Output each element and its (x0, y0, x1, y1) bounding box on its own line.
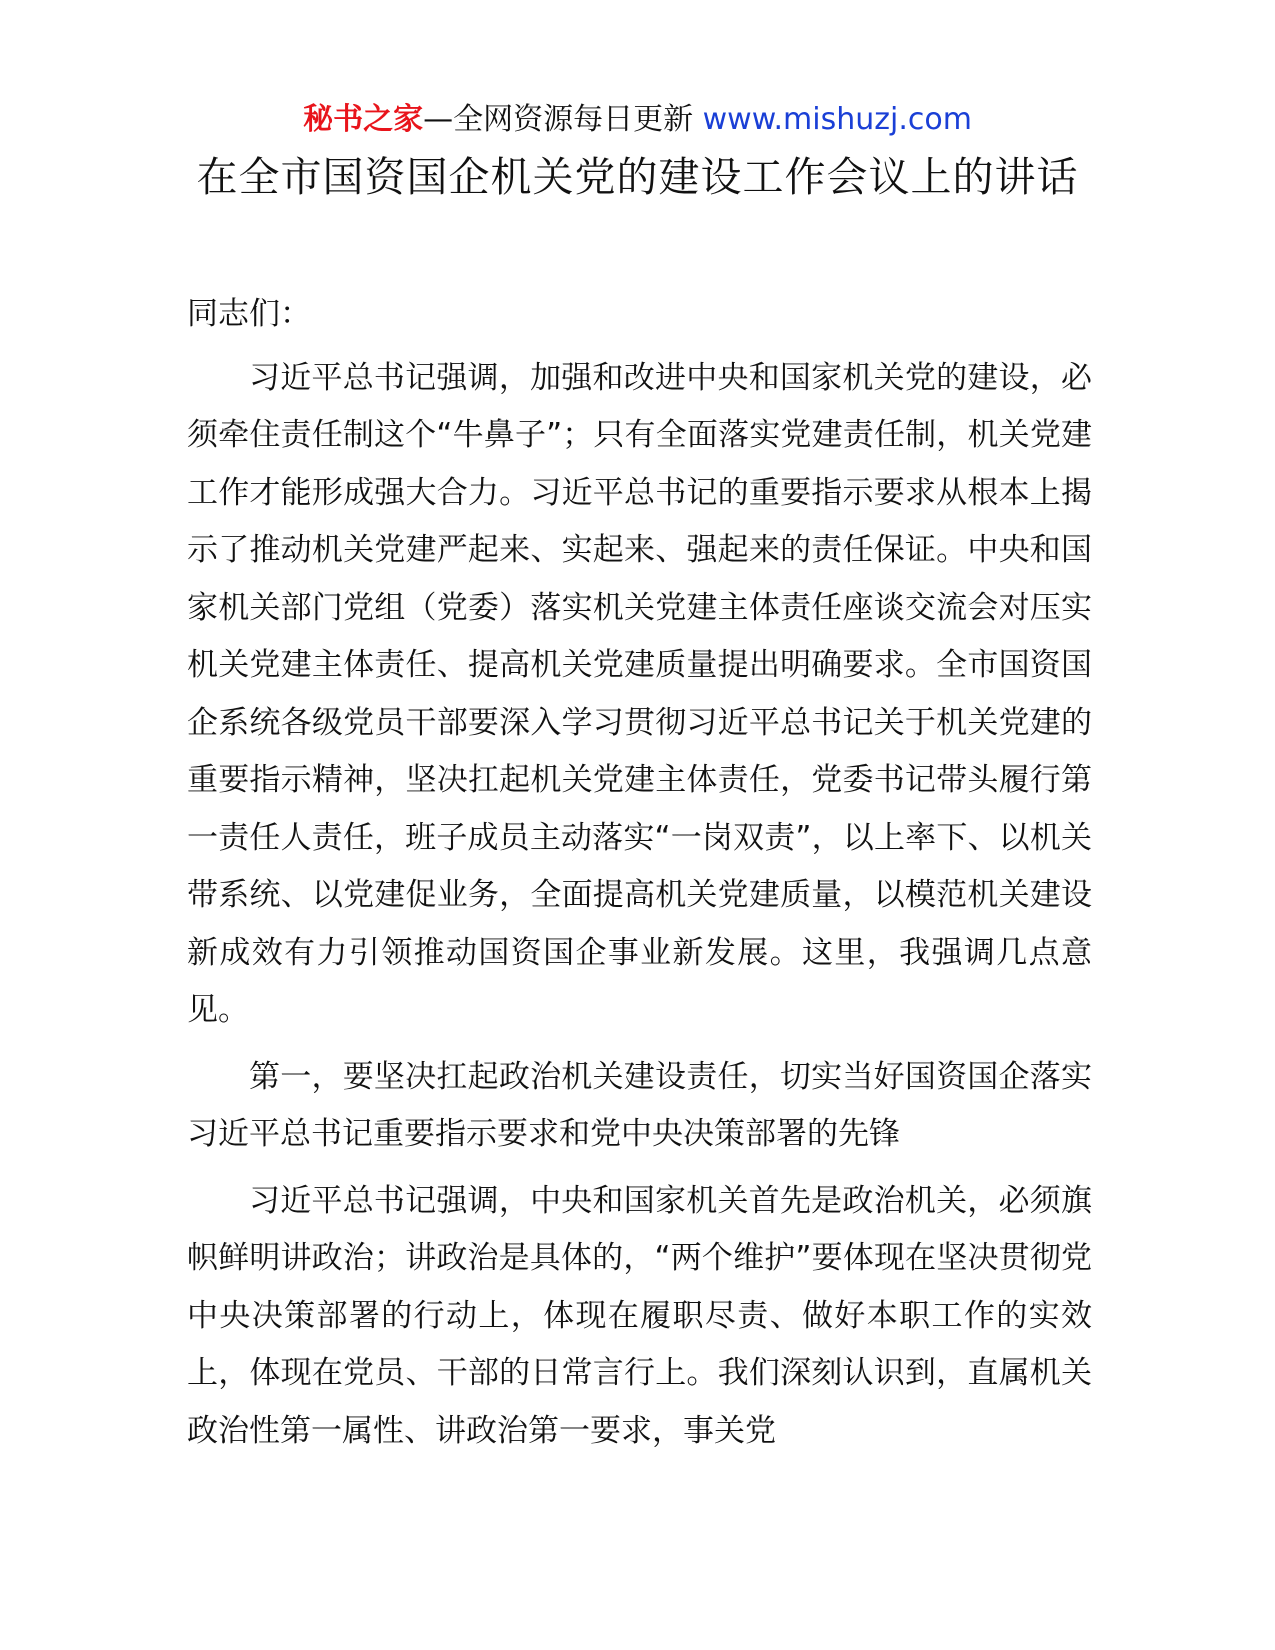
paragraph-2: 习近平总书记强调，中央和国家机关首先是政治机关，必须旗帜鲜明讲政治；讲政治是具体的，“两个维护”要体现在坚决贯彻党中央决策部署的行动上，体现在履职尽责、做好本职工作的实效上，体现在党员、干部的日常言行上。我们深刻认识到，直属机关政治性第一属性、讲政治第一要求，事关党 (187, 1182, 1092, 1449)
header-tagline: —全网资源每日更新 (423, 102, 694, 137)
paragraph-1: 习近平总书记强调，加强和改进中央和国家机关党的建设，必须牵住责任制这个“牛鼻子”；只有全面落实党建责任制，机关党建工作才能形成强大合力。习近平总书记的重要指示要求从根本上揭示了推动机关党建严起来、实起来、强起来的责任保证。中央和国家机关部门党组（党委）落实机关党建主体责任座谈交流会对压实机关党建主体责任、提高机关党建质量提出明确要求。全市国资国企系统各级党员干部要深入学习贯彻习近平总书记关于机关党建的重要指示精神，坚决扛起机关党建主体责任，党委书记带头履行第一责任人责任，班子成员主动落实“一岗双责”，以上率下、以机关带系统、以党建促业务，全面提高机关党建质量，以模范机关建设新成效有力引领推动国资国企事业新发展。这里，我强调几点意见。 (187, 359, 1092, 1028)
section-heading-1: 第一，要坚决扛起政治机关建设责任，切实当好国资国企落实习近平总书记重要指示要求和党中央决策部署的先锋 (187, 1058, 1092, 1152)
site-header (0, 100, 1275, 140)
salutation: 同志们： (187, 296, 311, 332)
brand-name: 秘书之家 (303, 102, 424, 137)
site-url-link[interactable]: www.mishuzj.com (702, 102, 972, 137)
document-title: 在全市国资国企机关党的建设工作会议上的讲话 (196, 153, 1079, 201)
document-body (187, 286, 1092, 1469)
